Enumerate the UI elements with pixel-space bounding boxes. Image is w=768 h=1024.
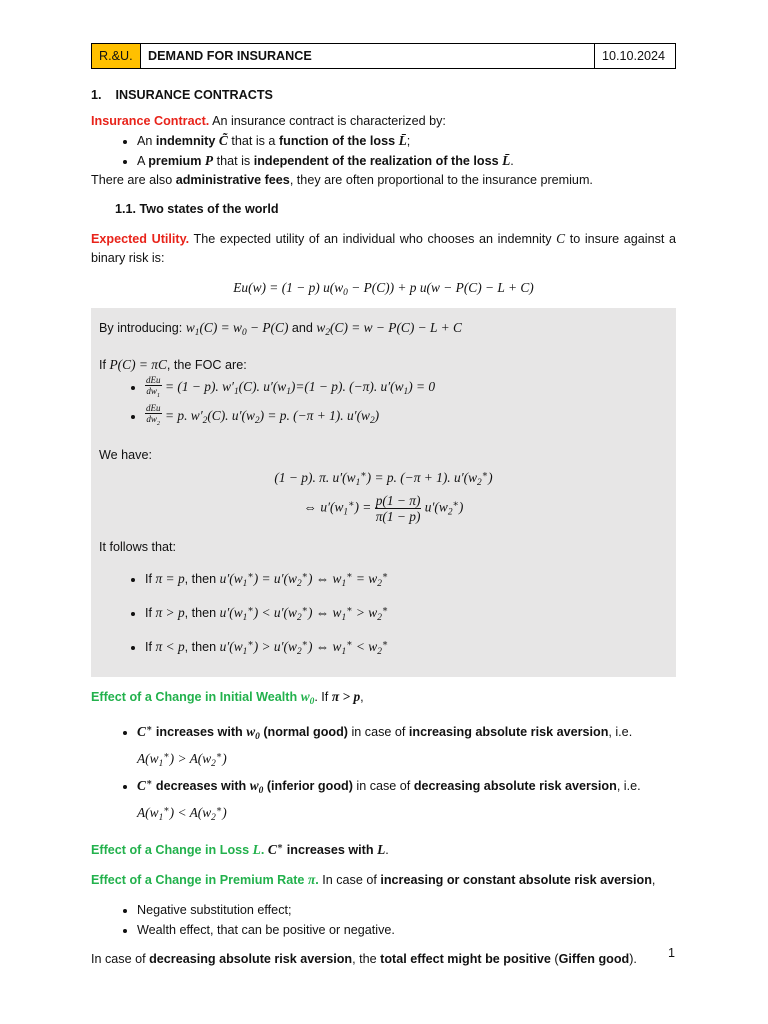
loss-paragraph: Effect of a Change in Loss L. C∗ increases with L. bbox=[91, 841, 389, 857]
list-item: • C∗ increases with $w_0$ (normal good) in case of increasing absolute risk aversion, i.e. $A(w_1^∗) > A(w_2^∗)$ bbox=[137, 720, 676, 774]
subsection-heading: 1.1. Two states of the world bbox=[115, 202, 279, 216]
derivation-box bbox=[91, 308, 676, 677]
initial-wealth-list bbox=[91, 720, 676, 828]
list-item: • If π = p, then $u'(w_1^∗) = u'(w_2^∗)$ ⇔ $w_1^∗ = w_2^∗$ bbox=[145, 563, 668, 597]
document-title: DEMAND FOR INSURANCE bbox=[141, 44, 595, 69]
we-have-label: We have: bbox=[99, 447, 152, 462]
term-expected-utility: Expected Utility. bbox=[91, 232, 190, 246]
document-page bbox=[91, 43, 676, 969]
foc-list bbox=[99, 375, 668, 432]
box-intro: By introducing: $w_1(C) = w_0 - P(C)$ and $w_2(C) = w - P(C) - L + C$ bbox=[99, 320, 462, 338]
list-item: • If π > p, then $u'(w_1^∗) < u'(w_2^∗)$ ⇔ $w_1^∗ > w_2^∗$ bbox=[145, 597, 668, 631]
equivalence-equations: (1 − p). π. $u'(w_1^∗) = p$. (−π + 1). $u'(w_2^∗)$ ⇔ $u'(w_1^∗)$ = $\frac{p(1 - \pi)}{\pi(1 - p)} u'(w_2^∗)$ bbox=[274, 469, 493, 524]
header-table bbox=[91, 43, 676, 69]
list-item: • An indemnity C̃ that is a function of the loss L̄; bbox=[137, 131, 676, 151]
term-loss: Effect of a Change in Loss bbox=[91, 842, 250, 857]
expected-utility-paragraph: Expected Utility. The expected utility of an individual who chooses an indemnity C to insure against a binary risk is: bbox=[91, 231, 676, 265]
premium-effects-list bbox=[91, 900, 676, 940]
cases-list bbox=[99, 563, 668, 665]
it-follows-label: It follows that: bbox=[99, 539, 176, 554]
closing-paragraph: In case of decreasing absolute risk aversion, the total effect might be positive (Giffen good). bbox=[91, 951, 637, 966]
list-item: • Negative substitution effect; bbox=[137, 900, 676, 920]
list-item: • Wealth effect, that can be positive or negative. bbox=[137, 920, 676, 940]
list-item: • C∗ decreases with $w_0$ (inferior good) in case of decreasing absolute risk aversion, i.e. $A(w_1^∗) < A(w_2^∗)$ bbox=[137, 774, 676, 828]
list-item: • $\frac{\text{dEu}}{dw_1} = (1 - p)$. $w'_1(C)$. $u'(w_1)=(1 - p)$. (−π). $u'(w_1) = 0$ bbox=[145, 375, 668, 403]
contract-features-list bbox=[91, 131, 676, 171]
insurance-contract-intro: Insurance Contract. An insurance contract is characterized by: bbox=[91, 114, 446, 128]
term-insurance-contract: Insurance Contract. bbox=[91, 114, 210, 128]
foc-intro: If P(C) = πC, the FOC are: bbox=[99, 357, 247, 372]
page-number: 1 bbox=[668, 946, 676, 960]
list-item: • A premium P that is independent of the realization of the loss L̄. bbox=[137, 151, 676, 171]
term-initial-wealth: Effect of a Change in Initial Wealth bbox=[91, 689, 298, 704]
fees-paragraph: There are also administrative fees, they are often proportional to the insurance premium. bbox=[91, 173, 593, 187]
section-heading: 1. INSURANCE CONTRACTS bbox=[91, 88, 273, 102]
initial-wealth-heading: Effect of a Change in Initial Wealth $w_0$. If π > p, bbox=[91, 688, 364, 707]
term-premium-rate: Effect of a Change in Premium Rate bbox=[91, 872, 305, 887]
premium-rate-paragraph: Effect of a Change in Premium Rate π. In case of increasing or constant absolute risk aversion, bbox=[91, 871, 656, 887]
list-item: • If π < p, then $u'(w_1^∗) > u'(w_2^∗)$ ⇔ $w_1^∗ < w_2^∗$ bbox=[145, 631, 668, 665]
course-code: R.&U. bbox=[92, 44, 141, 69]
list-item: • $\frac{\text{dEu}}{dw_2} = p$. $w'_2(C)$. $u'(w_2) = p$. (−π + 1). $u'(w_2)$ bbox=[145, 403, 668, 431]
expected-utility-equation: Eu(w) = (1 − p) $u(w_0 - P(C)) + p$ u(w − P(C) − L + C) bbox=[233, 280, 534, 298]
document-date: 10.10.2024 bbox=[595, 44, 676, 69]
